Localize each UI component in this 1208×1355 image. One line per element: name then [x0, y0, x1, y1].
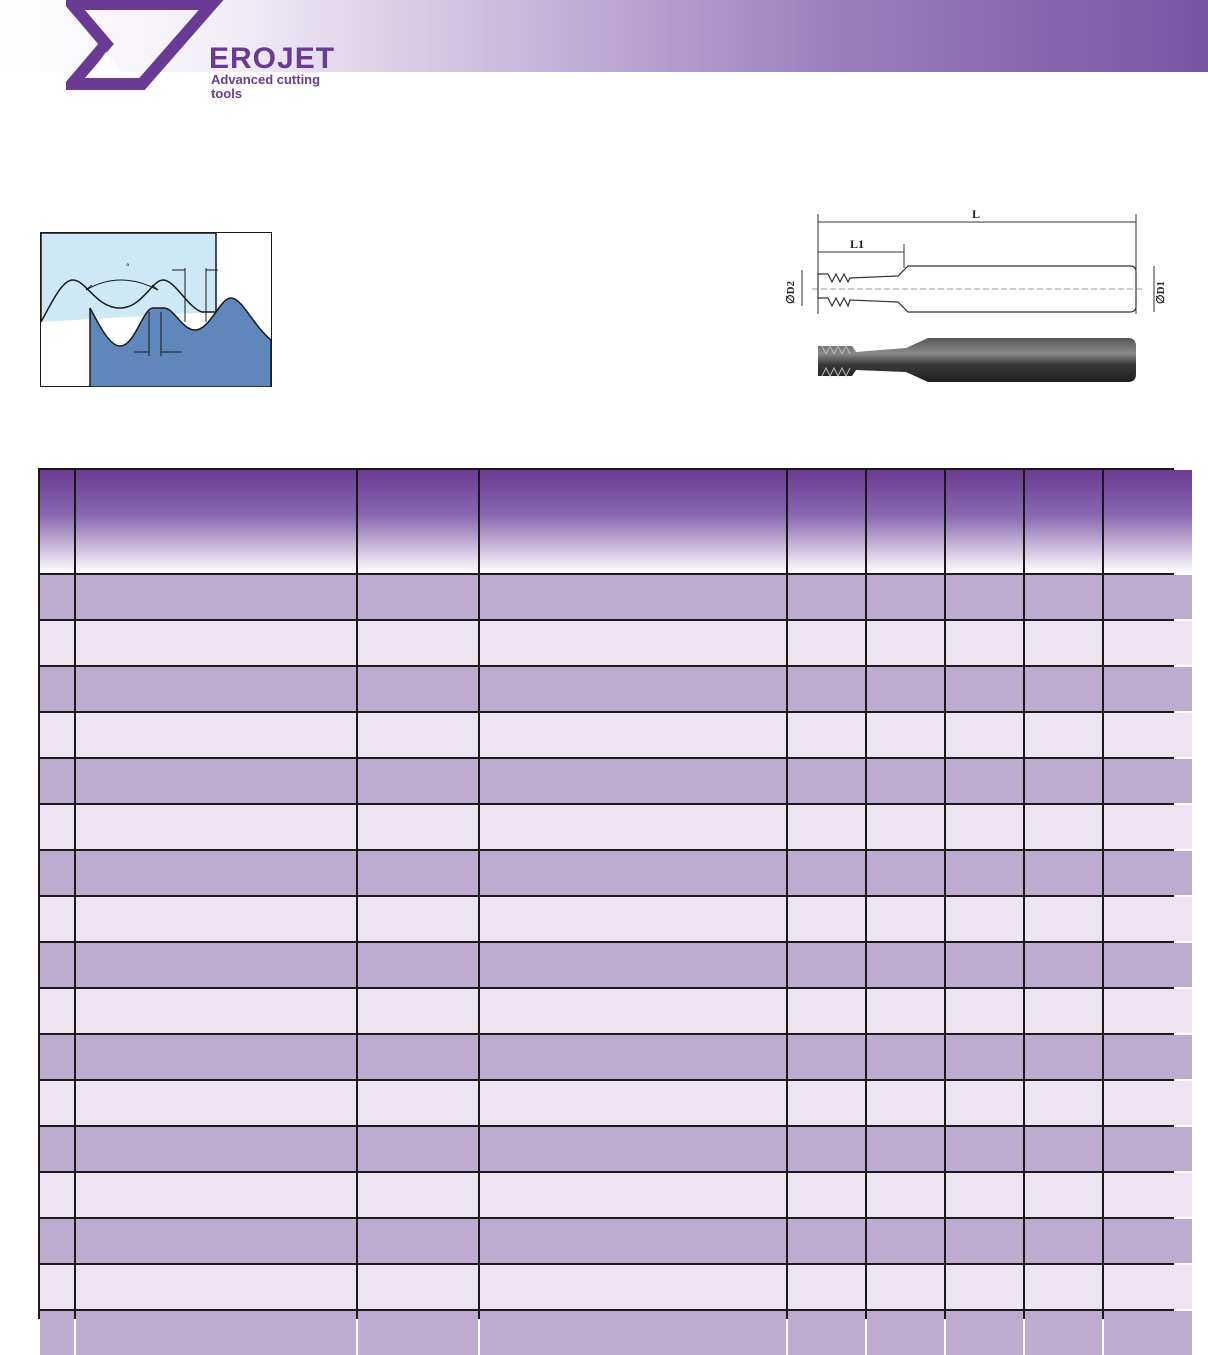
table-cell	[358, 1311, 478, 1355]
table-cell	[788, 1035, 865, 1079]
dim-d2-label: ∅D2	[785, 280, 797, 304]
table-cell	[480, 713, 786, 757]
table-cell	[788, 667, 865, 711]
table-cell	[358, 713, 478, 757]
table-cell	[946, 1173, 1023, 1217]
table-cell	[867, 805, 944, 849]
dim-l1-label: L1	[850, 237, 865, 251]
table-cell	[946, 713, 1023, 757]
table-cell	[946, 1127, 1023, 1171]
table-cell	[40, 851, 74, 895]
table-cell	[1104, 1219, 1192, 1263]
table-cell	[480, 759, 786, 803]
table-cell	[480, 805, 786, 849]
header-cell	[788, 470, 865, 573]
header-cell	[40, 470, 74, 573]
table-cell	[867, 713, 944, 757]
table-cell	[867, 667, 944, 711]
table-cell	[40, 1127, 74, 1171]
table-cell	[76, 1265, 356, 1309]
table-cell	[480, 1173, 786, 1217]
table-cell	[946, 989, 1023, 1033]
table-cell	[358, 897, 478, 941]
table-cell	[40, 1035, 74, 1079]
table-cell	[946, 1219, 1023, 1263]
thread-profile-diagram	[40, 232, 272, 387]
table-cell	[1025, 1219, 1102, 1263]
tool-drawing	[772, 196, 1172, 396]
table-cell	[946, 575, 1023, 619]
table-cell	[76, 1081, 356, 1125]
table-cell	[1025, 759, 1102, 803]
table-cell	[480, 1219, 786, 1263]
table-cell	[358, 1081, 478, 1125]
table-cell	[867, 1219, 944, 1263]
table-cell	[1025, 943, 1102, 987]
table-cell	[946, 897, 1023, 941]
table-cell	[788, 943, 865, 987]
table-cell	[480, 897, 786, 941]
table-cell	[40, 943, 74, 987]
table-cell	[788, 805, 865, 849]
table-cell	[788, 1173, 865, 1217]
header-cell	[867, 470, 944, 573]
table-cell	[867, 897, 944, 941]
table-cell	[1104, 897, 1192, 941]
table-cell	[40, 1311, 74, 1355]
table-cell	[867, 989, 944, 1033]
table-cell	[358, 1219, 478, 1263]
header-cell	[1104, 470, 1192, 573]
table-cell	[788, 713, 865, 757]
table-cell	[867, 621, 944, 665]
table-cell	[867, 1173, 944, 1217]
table-cell	[1025, 897, 1102, 941]
angle-label: °	[126, 262, 130, 272]
header-cell	[480, 470, 786, 573]
table-cell	[358, 805, 478, 849]
table-cell	[480, 667, 786, 711]
dim-l-label: L	[972, 207, 981, 221]
table-cell	[1025, 621, 1102, 665]
table-cell	[1104, 759, 1192, 803]
table-cell	[1025, 851, 1102, 895]
table-cell	[76, 1219, 356, 1263]
table-cell	[946, 621, 1023, 665]
table-cell	[358, 575, 478, 619]
table-cell	[1025, 805, 1102, 849]
table-cell	[76, 621, 356, 665]
table-cell	[1025, 1265, 1102, 1309]
table-cell	[76, 943, 356, 987]
table-cell	[358, 667, 478, 711]
table-cell	[76, 1127, 356, 1171]
table-cell	[1104, 943, 1192, 987]
table-cell	[788, 851, 865, 895]
table-cell	[76, 667, 356, 711]
table-cell	[358, 759, 478, 803]
table-cell	[358, 1127, 478, 1171]
table-cell	[40, 1173, 74, 1217]
table-cell	[946, 759, 1023, 803]
table-cell	[1104, 1127, 1192, 1171]
table-cell	[358, 1265, 478, 1309]
table-cell	[40, 805, 74, 849]
tool-outline-icon	[812, 266, 1142, 312]
table-cell	[480, 1035, 786, 1079]
table-cell	[480, 1127, 786, 1171]
header-cell	[76, 470, 356, 573]
table-cell	[788, 621, 865, 665]
dim-d1-label: ∅D1	[1155, 280, 1167, 304]
table-cell	[1025, 1173, 1102, 1217]
table-cell	[788, 1081, 865, 1125]
table-cell	[867, 943, 944, 987]
table-cell	[480, 621, 786, 665]
table-cell	[867, 759, 944, 803]
table-cell	[946, 851, 1023, 895]
table-cell	[867, 1035, 944, 1079]
table-cell	[946, 805, 1023, 849]
table-cell	[788, 989, 865, 1033]
table-cell	[946, 1265, 1023, 1309]
table-cell	[40, 989, 74, 1033]
header-cell	[358, 470, 478, 573]
table-cell	[1025, 1035, 1102, 1079]
table-cell	[867, 851, 944, 895]
spec-table	[38, 468, 1174, 1319]
table-cell	[1104, 575, 1192, 619]
table-cell	[358, 943, 478, 987]
table-cell	[480, 1311, 786, 1355]
logo-tagline: Advanced cutting tools	[211, 72, 321, 101]
table-cell	[946, 1081, 1023, 1125]
table-cell	[946, 943, 1023, 987]
table-cell	[40, 713, 74, 757]
table-cell	[867, 1127, 944, 1171]
table-cell	[867, 1081, 944, 1125]
table-cell	[358, 1173, 478, 1217]
table-cell	[788, 1265, 865, 1309]
table-cell	[1025, 713, 1102, 757]
table-cell	[358, 621, 478, 665]
table-cell	[788, 1219, 865, 1263]
table-cell	[76, 575, 356, 619]
table-cell	[1104, 667, 1192, 711]
table-cell	[358, 989, 478, 1033]
table-cell	[1025, 575, 1102, 619]
table-cell	[480, 1081, 786, 1125]
table-cell	[40, 1265, 74, 1309]
table-cell	[76, 1311, 356, 1355]
table-cell	[1104, 621, 1192, 665]
table-cell	[40, 667, 74, 711]
table-cell	[946, 1035, 1023, 1079]
table-cell	[358, 851, 478, 895]
table-cell	[1104, 1173, 1192, 1217]
table-cell	[788, 897, 865, 941]
table-cell	[1025, 667, 1102, 711]
table-cell	[480, 575, 786, 619]
table-cell	[40, 1081, 74, 1125]
table-cell	[1025, 1081, 1102, 1125]
table-cell	[76, 759, 356, 803]
header-cell	[1025, 470, 1102, 573]
table-cell	[1104, 989, 1192, 1033]
table-cell	[1104, 713, 1192, 757]
table-cell	[1104, 851, 1192, 895]
table-cell	[788, 575, 865, 619]
table-cell	[480, 989, 786, 1033]
table-cell	[867, 1311, 944, 1355]
table-cell	[76, 1035, 356, 1079]
table-cell	[480, 851, 786, 895]
table-cell	[76, 851, 356, 895]
table-cell	[788, 759, 865, 803]
table-cell	[480, 943, 786, 987]
table-cell	[1025, 1311, 1102, 1355]
table-cell	[1104, 1081, 1192, 1125]
table-cell	[40, 897, 74, 941]
table-cell	[1025, 989, 1102, 1033]
table-cell	[1104, 805, 1192, 849]
table-cell	[1104, 1265, 1192, 1309]
table-cell	[1104, 1311, 1192, 1355]
table-cell	[76, 713, 356, 757]
table-cell	[40, 759, 74, 803]
table-cell	[788, 1127, 865, 1171]
table-cell	[867, 575, 944, 619]
table-cell	[788, 1311, 865, 1355]
table-cell	[946, 667, 1023, 711]
table-cell	[480, 1265, 786, 1309]
table-cell	[40, 621, 74, 665]
table-cell	[867, 1265, 944, 1309]
tool-photo-icon	[818, 338, 1136, 382]
table-cell	[40, 575, 74, 619]
company-logo	[66, 0, 336, 101]
table-cell	[946, 1311, 1023, 1355]
table-cell	[76, 1173, 356, 1217]
table-cell	[1104, 1035, 1192, 1079]
table-cell	[1025, 1127, 1102, 1171]
table-cell	[76, 805, 356, 849]
table-cell	[76, 989, 356, 1033]
table-cell	[40, 1219, 74, 1263]
header-cell	[946, 470, 1023, 573]
logo-wordmark: EROJET	[209, 42, 336, 75]
table-cell	[76, 897, 356, 941]
table-cell	[358, 1035, 478, 1079]
